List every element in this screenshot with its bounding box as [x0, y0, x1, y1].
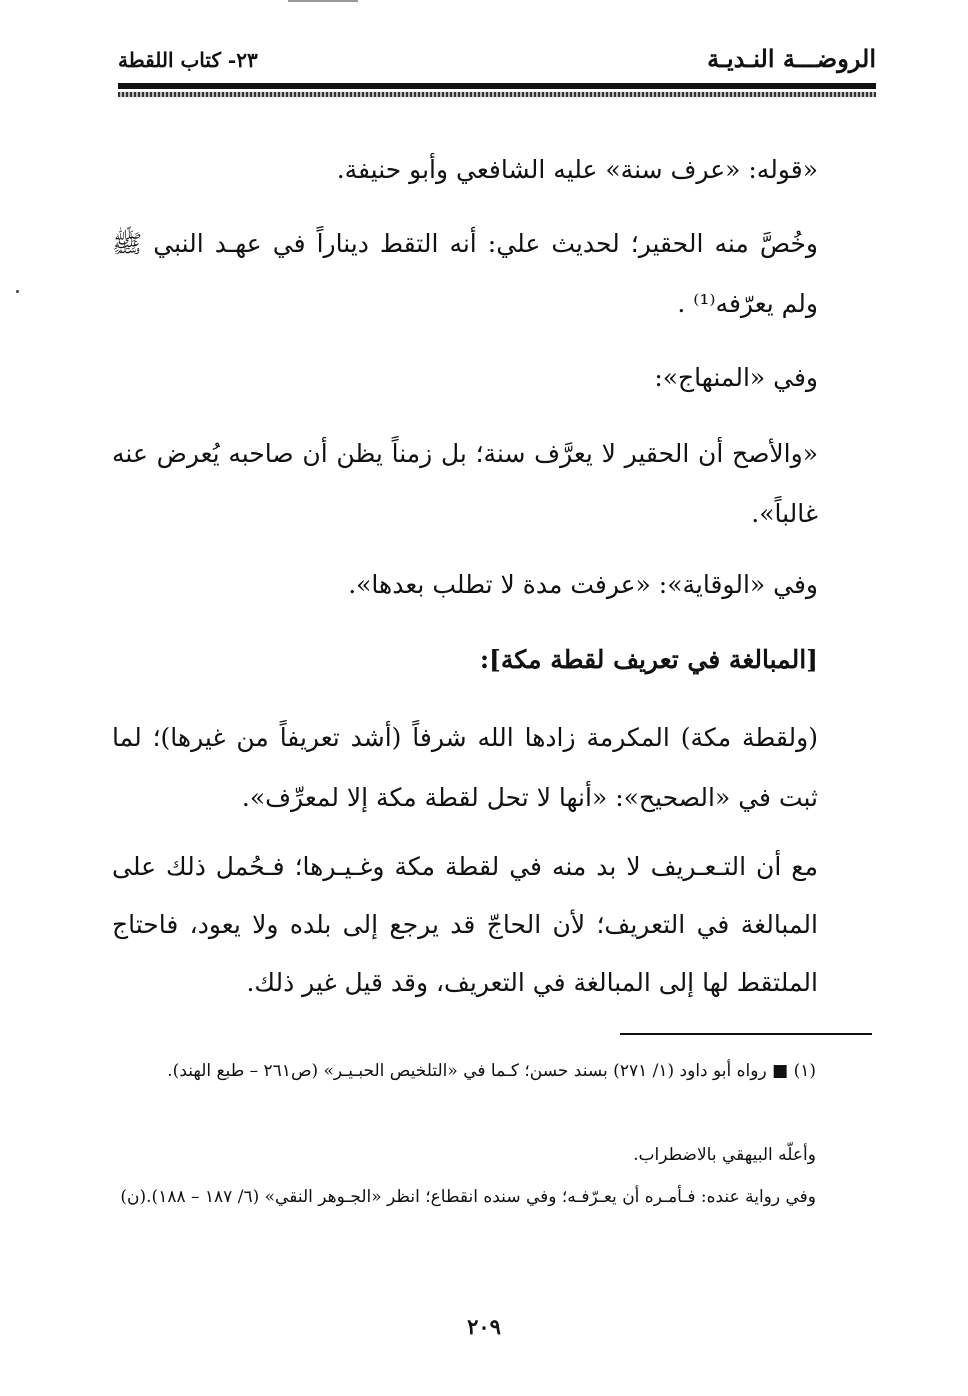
scan-speck [16, 290, 19, 293]
paragraph-3: وفي «المنهاج»: [654, 363, 818, 392]
header-rule-thick [118, 83, 876, 89]
book-title: الروضـــة النـديـة [707, 44, 876, 73]
footnote-1-line-2: وأعلّه البيهقي بالاضطراب. [633, 1145, 816, 1165]
header-rule-dotted [118, 92, 876, 97]
paragraph-8: مع أن التـعـريف لا بد منه في لقطة مكة وغـيـرها؛ فـحُمل ذلك على المبالغة في التعريف؛ لأن الحاجّ قد يرجع إلى بلده ولا يعود، فاحتاج الملتقط لها إلى المبالغة في التعريف، وقد قيل غير ذلك. [112, 852, 818, 997]
footnote-1-line-3: وفي رواية عنده: فـأمـره أن يعـرّفـه؛ وفي سنده انقطاع؛ انظر «الجـوهر النقي» (٦/ ١٨٧ – ١٨٨).(ن) [120, 1187, 816, 1207]
footnote-1: (١) ■ رواه أبو داود (١/ ٢٧١) بسند حسن؛ كـما في «التلخيص الحبـيـر» (ص٢٦١ – طبع الهند). [167, 1061, 816, 1081]
section-heading: [المبالغة في تعريف لقطة مكة]: [479, 645, 818, 674]
paragraph-2: وخُصَّ منه الحقير؛ لحديث علي: أنه التقط ديناراً في عهـد النبي ﷺ ولم يعرّفه⁽¹⁾ . [112, 229, 818, 318]
paragraph-7: (ولقطة مكة) المكرمة زادها الله شرفاً (أشد تعريفاً من غيرها)؛ لما ثبت في «الصحيح»: «أنها لا تحل لقطة مكة إلا لمعرِّف». [112, 723, 818, 812]
paragraph-5: وفي «الوقاية»: «عرفت مدة لا تطلب بعدها». [348, 570, 818, 599]
footnote-separator [620, 1033, 872, 1035]
paragraph-4: «والأصح أن الحقير لا يعرَّف سنة؛ بل زمناً يظن أن صاحبه يُعرض عنه غالباً». [112, 439, 818, 528]
page-number: ٢٠٩ [467, 1314, 501, 1339]
running-header [118, 40, 876, 76]
paragraph-1: «قوله: «عرف سنة» عليه الشافعي وأبو حنيفة. [336, 155, 818, 184]
chapter-title: ٢٣- كتاب اللقطة [118, 48, 258, 72]
scan-mark [288, 0, 358, 2]
